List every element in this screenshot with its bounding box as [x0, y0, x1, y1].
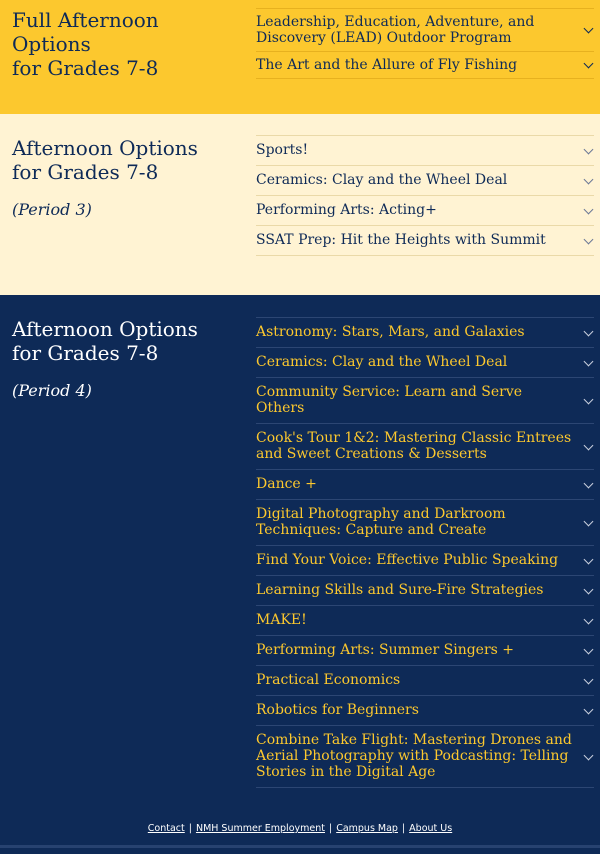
accordion-item-label: Ceramics: Clay and the Wheel Deal — [256, 354, 508, 370]
heading-line: for Grades 7-8 — [12, 341, 159, 365]
accordion-item[interactable] — [256, 51, 594, 79]
accordion-item-label: MAKE! — [256, 612, 307, 628]
accordion-list — [256, 8, 594, 79]
chevron-down-icon — [584, 644, 594, 654]
accordion-item-label: Find Your Voice: Effective Public Speaking — [256, 552, 559, 568]
accordion-item[interactable] — [256, 695, 594, 725]
chevron-down-icon — [584, 234, 594, 244]
accordion-item[interactable] — [256, 135, 594, 165]
chevron-down-icon — [584, 584, 594, 594]
accordion-item[interactable] — [256, 545, 594, 575]
footer-links — [0, 823, 600, 834]
accordion-item[interactable] — [256, 665, 594, 695]
accordion-item[interactable] — [256, 499, 594, 545]
chevron-down-icon — [584, 144, 594, 154]
section-heading — [12, 8, 159, 80]
chevron-down-icon — [584, 478, 594, 488]
chevron-down-icon — [584, 614, 594, 624]
footer-link-contact[interactable]: Contact — [147, 823, 185, 834]
accordion-item-label: Cook's Tour 1&2: Mastering Classic Entrees and Sweet Creations & Desserts — [256, 430, 572, 462]
accordion-item-label: Robotics for Beginners — [256, 702, 419, 718]
accordion-item-label: SSAT Prep: Hit the Heights with Summit — [256, 232, 546, 248]
accordion-item[interactable] — [256, 635, 594, 665]
accordion-item[interactable] — [256, 225, 594, 256]
period-label: (Period 4) — [12, 381, 92, 400]
accordion-item-label: The Art and the Allure of Fly Fishing — [256, 57, 518, 73]
accordion-item[interactable] — [256, 8, 594, 51]
accordion-item[interactable] — [256, 469, 594, 499]
accordion-item-label: Learning Skills and Sure-Fire Strategies — [256, 582, 544, 598]
period3-section — [0, 114, 600, 295]
heading-line: Options — [12, 32, 91, 56]
chevron-down-icon — [584, 394, 594, 404]
chevron-down-icon — [584, 516, 594, 526]
chevron-down-icon — [584, 554, 594, 564]
chevron-down-icon — [584, 59, 594, 69]
accordion-item[interactable] — [256, 165, 594, 195]
footer-separator: | — [188, 823, 192, 834]
chevron-down-icon — [584, 326, 594, 336]
chevron-down-icon — [584, 204, 594, 214]
heading-line: for Grades 7-8 — [12, 160, 159, 184]
accordion-item[interactable] — [256, 317, 594, 347]
footer-link-employment[interactable]: NMH Summer Employment — [195, 823, 325, 834]
footer-separator: | — [401, 823, 406, 834]
accordion-item[interactable] — [256, 423, 594, 469]
accordion-item-label: Sports! — [256, 142, 309, 158]
chevron-down-icon — [584, 356, 594, 366]
chevron-down-icon — [584, 750, 594, 760]
chevron-down-icon — [584, 674, 594, 684]
accordion-item[interactable] — [256, 347, 594, 377]
full-afternoon-section — [0, 0, 600, 114]
accordion-item-label: Performing Arts: Acting+ — [256, 202, 437, 218]
accordion-item-label: Ceramics: Clay and the Wheel Deal — [256, 172, 508, 188]
accordion-item[interactable] — [256, 195, 594, 225]
period-label: (Period 3) — [12, 200, 92, 219]
section-heading — [12, 317, 198, 365]
chevron-down-icon — [584, 24, 594, 34]
accordion-list — [256, 135, 594, 256]
accordion-item-label: Practical Economics — [256, 672, 401, 688]
chevron-down-icon — [584, 174, 594, 184]
period4-section — [0, 295, 600, 804]
footer-link-about-us[interactable]: About Us — [409, 823, 453, 834]
heading-line: Afternoon Options — [12, 136, 198, 160]
chevron-down-icon — [584, 704, 594, 714]
accordion-item-label: Digital Photography and Darkroom Techniques: Capture and Create — [256, 506, 506, 538]
accordion-item-label: Combine Take Flight: Mastering Drones and Aerial Photography with Podcasting: Telling Stories in the Digital Age — [256, 732, 572, 780]
heading-line: Full Afternoon — [12, 8, 159, 32]
chevron-down-icon — [584, 440, 594, 450]
section-heading — [12, 136, 198, 184]
accordion-list — [256, 317, 594, 788]
accordion-item[interactable] — [256, 377, 594, 423]
footer-separator: | — [328, 823, 333, 834]
accordion-item-label: Dance + — [256, 476, 317, 492]
accordion-item[interactable] — [256, 605, 594, 635]
accordion-item-label: Performing Arts: Summer Singers + — [256, 642, 515, 658]
heading-line: Afternoon Options — [12, 317, 198, 341]
footer-divider — [0, 845, 600, 848]
accordion-item-label: Community Service: Learn and Serve Others — [256, 384, 523, 416]
heading-line: for Grades 7-8 — [12, 56, 159, 80]
accordion-item[interactable] — [256, 725, 594, 788]
accordion-item[interactable] — [256, 575, 594, 605]
accordion-item-label: Astronomy: Stars, Mars, and Galaxies — [256, 324, 525, 340]
accordion-item-label: Leadership, Education, Adventure, and Discovery (LEAD) Outdoor Program — [256, 14, 535, 46]
footer-link-campus-map[interactable]: Campus Map — [336, 823, 398, 834]
